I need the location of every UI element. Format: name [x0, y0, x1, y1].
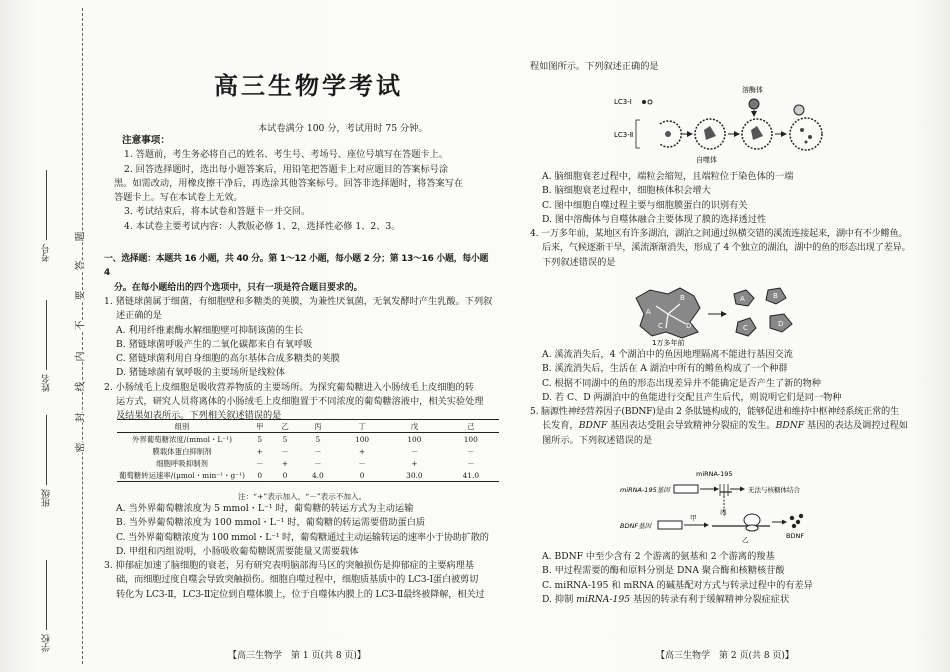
table-header-cell: 丙	[298, 420, 338, 433]
bdnf-dot	[790, 516, 794, 520]
table-header-cell: 组别	[117, 420, 247, 433]
q5-gene: BDNF	[775, 420, 805, 432]
bdnf-gene-box	[658, 521, 682, 529]
q2-option-a: A. 当外界葡萄糖浓度为 5 mmol・L⁻¹ 时，葡萄糖的转运方式为主动运输	[116, 503, 414, 514]
table-cell: －	[255, 458, 264, 468]
table-cell: －	[358, 458, 366, 468]
table-cell: 细胞呼吸抑制剂	[156, 458, 208, 468]
jia-label: 甲	[690, 514, 697, 522]
footer-left: 【高三生物学 第 1 页(共 8 页)】	[228, 651, 366, 661]
lc3-ii-label: LC3-Ⅱ	[614, 131, 634, 139]
q4-option-d: D. 若 C、D 两湖泊中的鱼能进行交配且产生后代，则说明它们是同一物种	[542, 391, 842, 403]
q5-option-b: B. 甲过程需要的酶和原料分别是 DNA 聚合酶和核糖核苷酸	[542, 565, 785, 577]
bdnf-dot	[796, 520, 800, 524]
q1-option-c: C. 猪链球菌利用自身细胞的高尔基体合成多糖类的荚膜	[116, 353, 340, 365]
seal-line	[82, 8, 83, 664]
table-cell: －	[410, 446, 419, 456]
table-cell: 41.0	[462, 470, 480, 480]
ribosome-icon	[746, 525, 758, 531]
mirna-gene-label: miRNA-195基因	[620, 486, 670, 494]
q3-option-a: A. 脑细胞衰老过程中，端粒会缩短，且端粒位于染色体的一端	[542, 171, 794, 182]
seal-char: 要	[72, 291, 87, 301]
q1-option-b: B. 猪链球菌呼吸产生的二氧化碳都来自有氧呼吸	[116, 338, 313, 350]
section-heading: 一、选择题：本题共 16 小题，共 40 分。第 1～12 小题，每小题 2 分；第 13～16 小题，每小题 4	[104, 254, 489, 279]
q4-stem: 4. 一万多年前，某地区有许多湖泊，湖泊之间通过纵横交错的溪流连接起来，湖中有不少鳉鱼。	[530, 228, 908, 240]
fragment-icon	[805, 141, 808, 144]
table-header-cell: 己	[443, 420, 499, 433]
notice-heading: 注意事项：	[122, 135, 170, 146]
q2-option-d: D. 甲组和丙组说明，小肠吸收葡萄糖既需要能量又需要载体	[116, 545, 359, 557]
q1-stem: 述正确的是	[116, 310, 162, 322]
bdnf-gene-label: BDNF基因	[620, 522, 652, 530]
table-cell: 膜载体蛋白抑制剂	[152, 446, 212, 456]
fragment-icon	[800, 128, 804, 132]
table-row	[117, 469, 499, 482]
lakes-caption: 1万多年前	[652, 339, 685, 346]
table-cell: 外界葡萄糖浓度/(mmol・L⁻¹)	[132, 434, 232, 444]
lake-label: A	[646, 308, 651, 316]
yi-label: 乙	[742, 536, 749, 544]
table-cell: 5	[257, 434, 263, 444]
degraded-vesicle	[790, 118, 822, 150]
notice-item: 2. 回答选择题时，选出每小题答案后，用铅笔把答题卡上对应题目的答案标号涂	[124, 163, 449, 175]
table-cell: －	[281, 446, 289, 456]
bdnf-dot	[799, 514, 803, 518]
bdnf-dot	[792, 524, 796, 528]
cargo-icon	[665, 131, 671, 137]
q4-stem: 下列叙述错误的是	[542, 256, 616, 268]
table-cell: +	[358, 446, 366, 456]
autophagy-figure	[612, 80, 842, 170]
q5-text: 基因的转录有利于缓解精神分裂症症状	[630, 593, 790, 605]
seal-char: 线	[72, 382, 87, 392]
q5-text: D. 抑制	[542, 593, 577, 605]
seal-char: 不	[72, 321, 87, 331]
q5-option-c: C. miRNA-195 和 mRNA 的碱基配对方式与转录过程中的有差异	[542, 579, 813, 591]
q2-option-b: B. 当外界葡萄糖浓度为 100 mmol・L⁻¹ 时，葡萄糖的转运需要借助蛋白质	[116, 517, 426, 529]
seal-char: 内	[72, 352, 87, 362]
autophagosome-label: 自噬体	[696, 156, 717, 164]
q5-option-a: A. BDNF 中至少含有 2 个游离的氨基和 2 个游离的羧基	[542, 551, 775, 562]
cargo-icon	[704, 126, 716, 140]
bracket	[636, 120, 640, 148]
q3-option-b: B. 脑细胞衰老过程中，细胞核体积会增大	[542, 185, 711, 197]
mirna-label: miRNA-195	[696, 470, 733, 478]
table-cell: 100	[463, 434, 478, 444]
table-cell: 30.0	[406, 470, 423, 480]
lc3-i-dot	[648, 100, 652, 104]
notice-item: 黑。如需改动，用橡皮擦干净后，再选涂其他答案标号。回答非选择题时，将答案写在	[114, 177, 464, 189]
left-column	[104, 134, 496, 424]
table-header-cell: 戊	[386, 420, 442, 433]
lake-label: C	[743, 324, 748, 332]
lake-label: B	[680, 294, 685, 302]
q4-stem: 后来，气候逐渐干旱，溪流渐渐消失，形成了 4 个独立的湖泊，湖中的鱼的形态出现了差异。	[542, 242, 911, 254]
ribosome-text: 无法与核糖体结合	[748, 486, 800, 494]
left-column-lower	[104, 502, 496, 602]
q2-table	[117, 419, 499, 482]
table-row	[117, 457, 499, 469]
table-cell: 5	[282, 434, 288, 444]
table-cell: +	[411, 458, 418, 468]
notice-item: 答题卡上。写在本试卷上无效。	[114, 192, 243, 204]
q3-stem: 程如图所示。下列叙述正确的是	[530, 61, 659, 72]
lysosome-icon	[749, 99, 759, 109]
right-column-q5	[530, 550, 930, 607]
notice-item: 1. 答题前，考生务必将自己的姓名、考生号、考场号、座位号填写在答题卡上。	[124, 149, 449, 161]
q2-stem: 及结果如表所示。下列相关叙述错误的是	[116, 410, 282, 422]
q5-text: 基因表达受阻会导致精神分裂症的发生。	[607, 420, 776, 432]
school-field: 学校	[40, 560, 53, 652]
q5-gene: miRNA-195	[576, 593, 631, 605]
q1-stem: 1. 猪链球菌属于细菌，有细胞壁和多糖类的荚膜，为兼性厌氧菌，无氧发酵时产生乳酸。下列叙	[104, 295, 493, 307]
table-cell: 100	[407, 434, 422, 444]
section-heading-cont: 分。在每小题给出的四个选项中，只有一项是符合题目要求的。	[114, 282, 363, 293]
lc3-i-label: LC3-Ⅰ	[614, 98, 632, 106]
lake-label: A	[740, 295, 745, 303]
q1-option-d: D. 猪链球菌有氧呼吸的主要场所是线粒体	[116, 367, 286, 379]
table-cell: +	[256, 446, 263, 456]
q2-stem: 2. 小肠绒毛上皮细胞是吸收营养物质的主要场所。为探究葡萄糖进入小肠绒毛上皮细胞的转	[104, 381, 474, 393]
table-header-cell: 甲	[247, 420, 272, 433]
lake-label: B	[773, 292, 778, 300]
lake-label: C	[658, 322, 663, 330]
q3-stem: 3. 抑郁症加速了脑细胞的衰老，另有研究表明脑部海马区的突触损伤是抑郁症的主要病理基	[104, 560, 474, 572]
table-row	[117, 433, 499, 446]
q2-stem: 运方式，研究人员将离体的小肠绒毛上皮细胞置于不同浓度的葡萄糖溶液中，相关实验处理	[116, 396, 484, 408]
vesicle-icon	[794, 105, 804, 115]
cargo-icon	[751, 126, 763, 140]
table-cell: 0	[257, 470, 263, 480]
table-cell: 4.0	[311, 470, 324, 480]
lake-label: D	[778, 320, 784, 328]
mirna-strand	[720, 484, 728, 496]
seal-char: 封	[72, 413, 87, 423]
name-field: 姓名	[40, 300, 53, 392]
notice-item: 3. 考试结束后，将本试卷和答题卡一并交回。	[124, 206, 311, 218]
table-cell: 葡萄糖转运速率/(μmol・min⁻¹・g⁻¹)	[119, 470, 245, 480]
seal-char: 题	[72, 232, 87, 242]
right-column-top	[530, 60, 930, 74]
q3-option-c: C. 图中细胞自噬过程主要与细胞膜蛋白的识别有关	[542, 199, 748, 211]
q3-option-d: D. 图中溶酶体与自噬体融合主要体现了膜的选择透过性	[542, 213, 767, 225]
q4-option-c: C. 根据不同湖中的鱼的形态出现差异并不能确定是否产生了新的物种	[542, 377, 821, 389]
seal-char: 密	[72, 443, 87, 453]
table-cell: 5	[315, 434, 321, 444]
mirna-gene-box	[674, 485, 698, 493]
lysosome-label: 溶酶体	[742, 86, 763, 94]
table-header-row	[117, 420, 499, 433]
table-cell: －	[314, 446, 322, 456]
table-note: 注：“+”表示加入，“－”表示不加入。	[238, 492, 367, 501]
right-column-q4	[530, 348, 930, 448]
lc3-i-dot	[642, 100, 646, 104]
footer-right: 【高三生物学 第 2 页(共 8 页)】	[656, 651, 794, 661]
q4-option-b: B. 溪流消失后，生活在 A 湖泊中所有的鳉鱼构成了一个种群	[542, 363, 788, 375]
table-cell: 0	[282, 470, 288, 480]
q5-stem	[530, 419, 930, 433]
table-cell: +	[281, 458, 289, 468]
notice-item: 4. 本试卷主要考试内容：人教版必修 1、2，选择性必修 1、2、3。	[124, 220, 401, 232]
table-cell: －	[314, 458, 322, 468]
q1-option-a: A. 利用纤维素酶水解细胞壁可抑制该菌的生长	[116, 324, 304, 336]
table-cell: 0	[359, 470, 365, 480]
page-subtitle: 本试卷满分 100 分，考试用时 75 分钟。	[258, 123, 428, 134]
q5-text: 长发育，	[542, 420, 579, 432]
q5-stem: 图所示。下列叙述错误的是	[542, 434, 653, 446]
bdnf-label: BDNF	[786, 532, 805, 540]
table-cell: －	[467, 458, 475, 468]
right-column-q3	[530, 170, 930, 270]
class-field: 班级	[40, 415, 53, 507]
q5-gene: BDNF	[578, 420, 608, 432]
q5-text: 基因的表达及调控过程如	[804, 420, 909, 432]
q4-option-a: A. 溪流消失后，4 个湖泊中的鱼因地理隔离不能进行基因交流	[542, 349, 793, 360]
table-cell: 100	[355, 434, 370, 444]
fragment-icon	[808, 135, 812, 139]
q3-stem: 转化为 LC3-Ⅱ，LC3-Ⅱ定位到自噬体膜上，位于自噬体内膜上的 LC3-Ⅱ最终被降解，相关过	[116, 588, 485, 600]
q5-option-d	[530, 593, 930, 607]
lake-label: D	[686, 322, 692, 330]
binding-strip	[0, 0, 100, 672]
table-header-cell: 丁	[338, 420, 386, 433]
q2-option-c: C. 当外界葡萄糖浓度为 100 mmol・L⁻¹ 时，葡萄糖通过主动运输转运的速率小于协助扩散的	[116, 531, 489, 543]
q3-stem: 础，而细胞过度自噬会导致突触损伤。细胞自噬过程中，细胞质基质中的 LC3-Ⅰ蛋白被剪切	[116, 574, 479, 586]
seal-char: 答	[72, 261, 87, 271]
bing-label: 丙	[720, 508, 727, 516]
page-title: 高三生物学考试	[214, 72, 403, 100]
lakes-figure	[628, 284, 808, 346]
bdnf-figure	[620, 466, 860, 548]
table-header-cell: 乙	[272, 420, 297, 433]
ribosome-icon	[744, 514, 760, 526]
table-cell: －	[467, 446, 475, 456]
table-row	[117, 445, 499, 457]
q5-stem: 5. 脑源性神经营养因子(BDNF)是由 2 条肽链构成的，能够促进和维持中枢神经系统正常的生	[530, 406, 899, 418]
exam-no-field: 考号	[40, 170, 53, 262]
